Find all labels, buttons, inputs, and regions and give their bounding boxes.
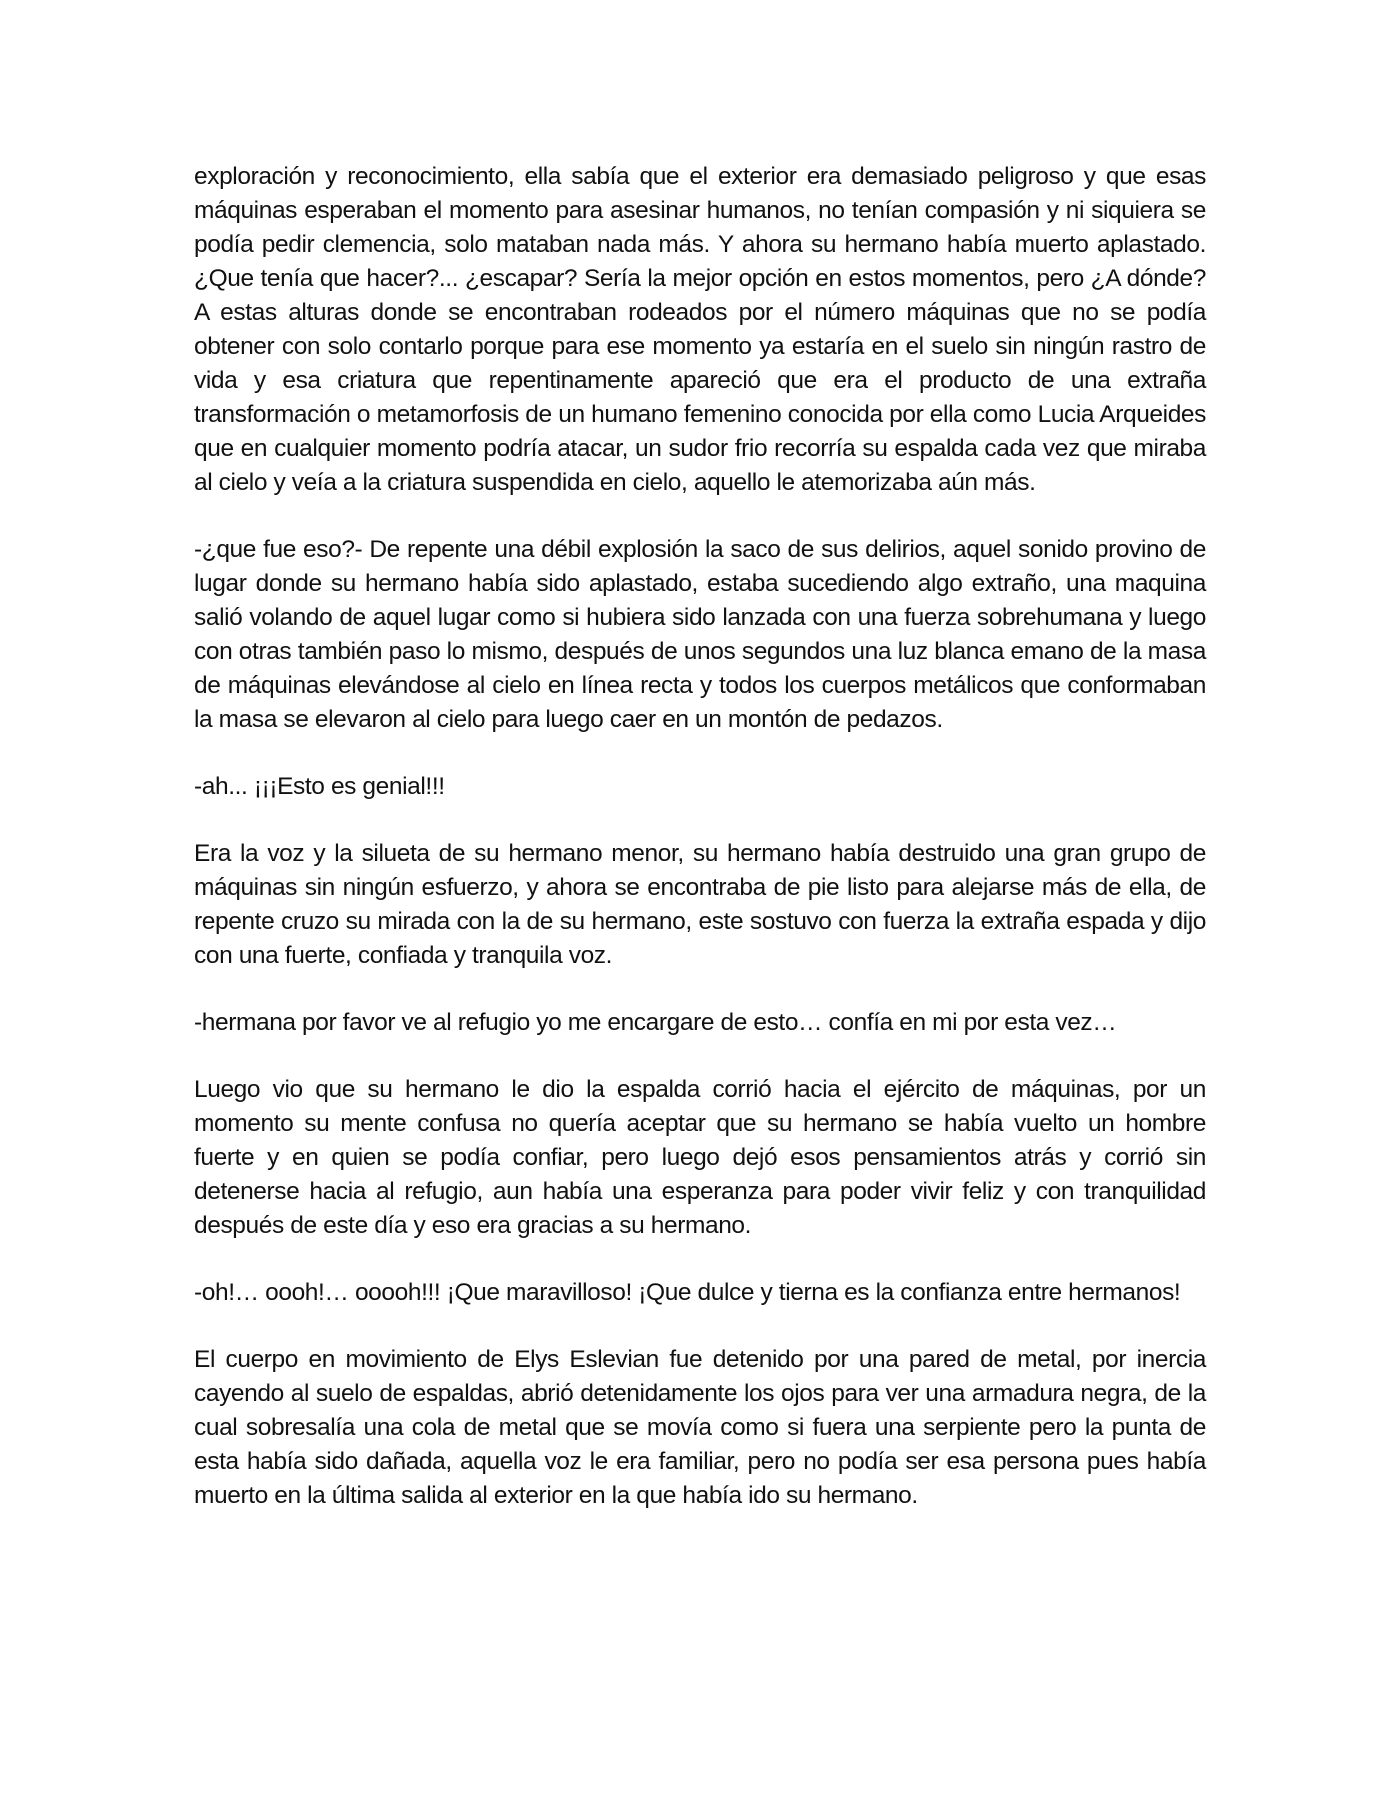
paragraph: -oh!… oooh!… ooooh!!! ¡Que maravilloso! ¡Que dulce y tierna es la confianza entre hermanos! [194, 1279, 1181, 1306]
paragraph: -¿que fue eso?- De repente una débil explosión la saco de sus delirios, aquel sonido provino de lugar donde su hermano había sido aplastado, estaba sucediendo algo extraño, una maquina salió volando de aquel lugar como si hubiera sido lanzada con una fuerza sobrehumana y luego con otras también paso lo mismo, después de unos segundos una luz blanca emano de la masa de máquinas elevándose al cielo en línea recta y todos los cuerpos metálicos que conformaban la masa se elevaron al cielo para luego caer en un montón de pedazos. [194, 536, 1206, 733]
paragraph: Era la voz y la silueta de su hermano menor, su hermano había destruido una gran grupo de máquinas sin ningún esfuerzo, y ahora se encontraba de pie listo para alejarse más de ella, de repente cruzo su mirada con la de su hermano, este sostuvo con fuerza la extraña espada y dijo con una fuerte, confiada y tranquila voz. [194, 840, 1206, 969]
paragraph: exploración y reconocimiento, ella sabía que el exterior era demasiado peligroso y que esas máquinas esperaban el momento para asesinar humanos, no tenían compasión y ni siquiera se podía pedir clemencia, solo mataban nada más. Y ahora su hermano había muerto aplastado. ¿Que tenía que hacer?... ¿escapar? Sería la mejor opción en estos momentos, pero ¿A dónde? A estas alturas donde se encontraban rodeados por el número máquinas que no se podía obtener con solo contarlo porque para ese momento ya estaría en el suelo sin ningún rastro de vida y esa criatura que repentinamente apareció que era el producto de una extraña transformación o metamorfosis de un humano femenino conocida por ella como Lucia Arqueides que en cualquier momento podría atacar, un sudor frio recorría su espalda cada vez que miraba al cielo y veía a la criatura suspendida en cielo, aquello le atemorizaba aún más. [194, 163, 1206, 496]
paragraph: -ah... ¡¡¡Esto es genial!!! [194, 773, 445, 800]
document-body [194, 160, 1206, 1513]
paragraph: -hermana por favor ve al refugio yo me encargare de esto… confía en mi por esta vez… [194, 1009, 1117, 1036]
paragraph: Luego vio que su hermano le dio la espalda corrió hacia el ejército de máquinas, por un momento su mente confusa no quería aceptar que su hermano se había vuelto un hombre fuerte y en quien se podía confiar, pero luego dejó esos pensamientos atrás y corrió sin detenerse hacia al refugio, aun había una esperanza para poder vivir feliz y con tranquilidad después de este día y eso era gracias a su hermano. [194, 1076, 1206, 1239]
paragraph: El cuerpo en movimiento de Elys Eslevian fue detenido por una pared de metal, por inercia cayendo al suelo de espaldas, abrió detenidamente los ojos para ver una armadura negra, de la cual sobresalía una cola de metal que se movía como si fuera una serpiente pero la punta de esta había sido dañada, aquella voz le era familiar, pero no podía ser esa persona pues había muerto en la última salida al exterior en la que había ido su hermano. [194, 1346, 1206, 1509]
